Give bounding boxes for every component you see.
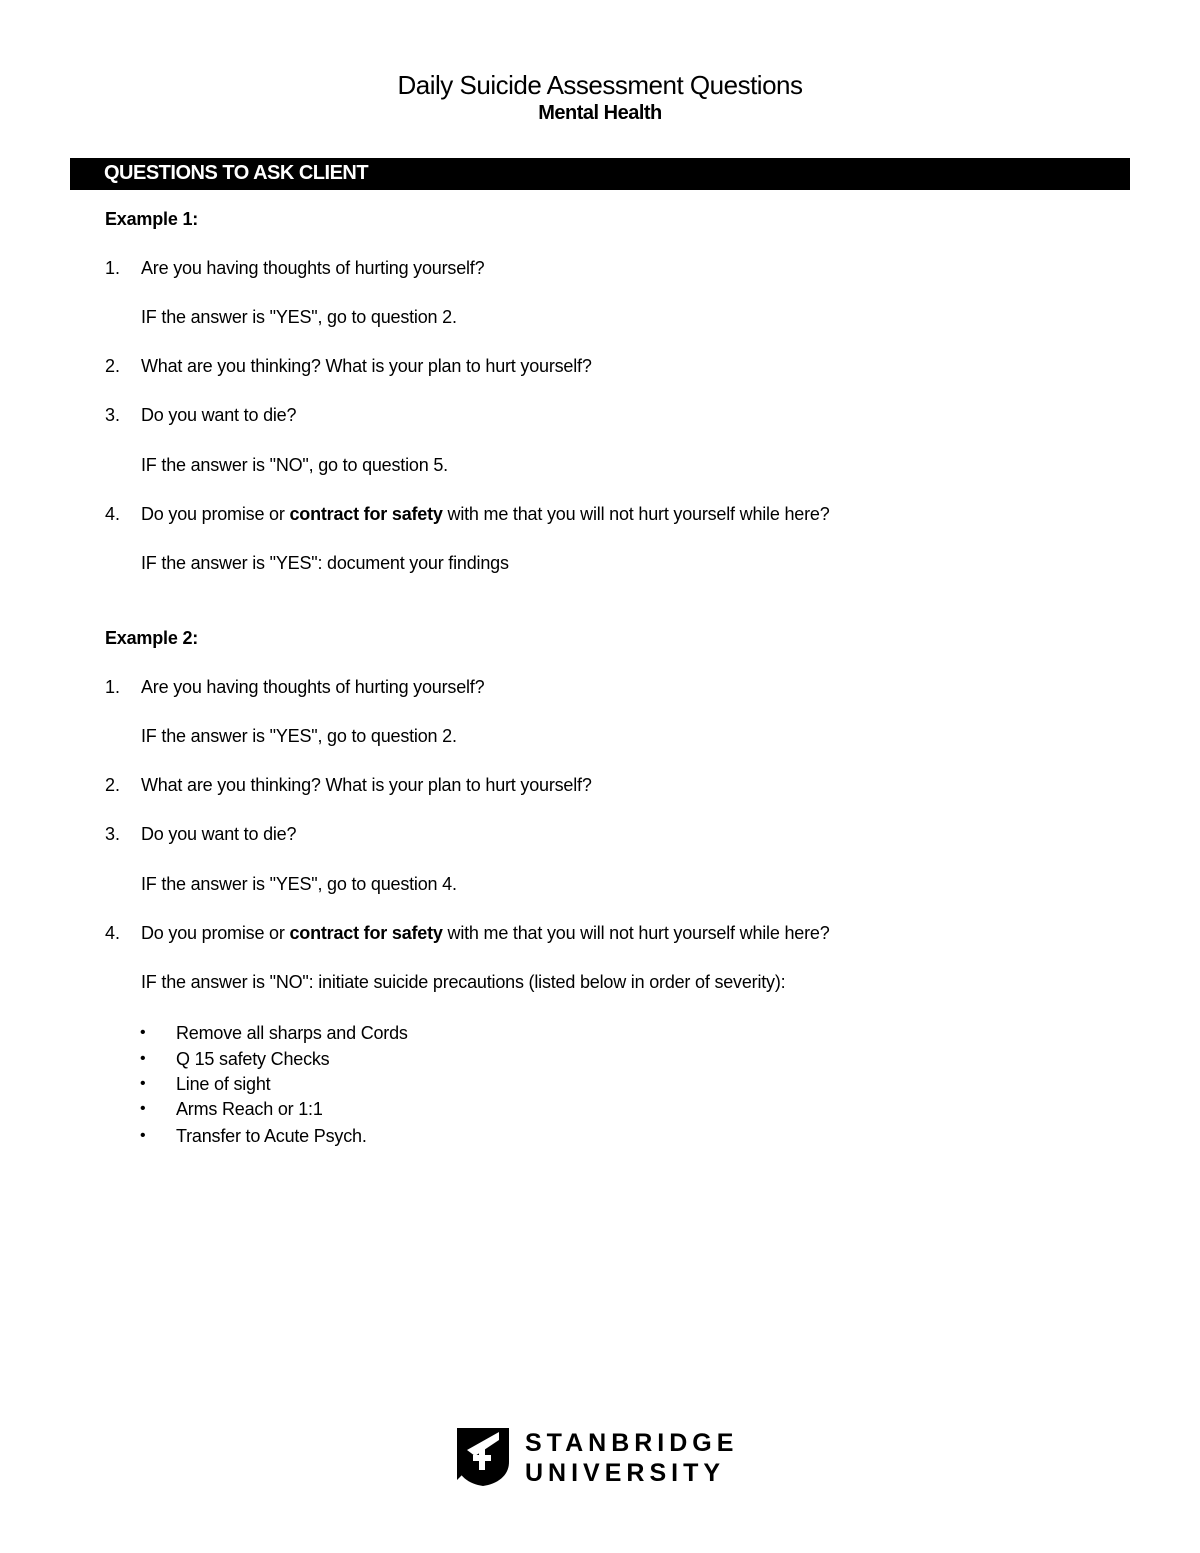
question-text (141, 923, 830, 944)
question-number: 3. (105, 405, 121, 425)
instruction-note: IF the answer is "YES": document your findings (141, 553, 509, 573)
bullet-icon: • (140, 1127, 146, 1144)
precaution-item: Line of sight (176, 1074, 271, 1094)
logo-line-2: UNIVERSITY (525, 1459, 726, 1487)
precaution-item: Transfer to Acute Psych. (176, 1126, 367, 1146)
question-number: 2. (105, 775, 121, 795)
question-number: 4. (105, 504, 121, 524)
instruction-note: IF the answer is "YES", go to question 2. (141, 726, 457, 746)
question-number: 1. (105, 677, 121, 697)
bullet-icon: • (140, 1100, 146, 1117)
bullet-icon: • (140, 1050, 146, 1067)
contract-for-safety-emphasis: contract for safety (289, 504, 443, 524)
question-text-post: with me that you will not hurt yourself while here? (442, 504, 830, 524)
instruction-note: IF the answer is "YES", go to question 4. (141, 874, 457, 894)
question-number: 2. (105, 356, 121, 376)
question-text (141, 504, 830, 525)
stanbridge-logo (455, 1426, 755, 1490)
question-text: Are you having thoughts of hurting yourself? (141, 677, 485, 697)
contract-for-safety-emphasis: contract for safety (289, 923, 443, 943)
precaution-item: Remove all sharps and Cords (176, 1023, 408, 1043)
example-1-heading: Example 1: (105, 209, 199, 229)
page-title: Daily Suicide Assessment Questions (397, 70, 803, 100)
question-text: Do you want to die? (141, 405, 297, 425)
instruction-note: IF the answer is "NO", go to question 5. (141, 455, 448, 475)
question-text-post: with me that you will not hurt yourself while here? (442, 923, 830, 943)
question-text: Do you want to die? (141, 824, 297, 844)
precaution-item: Q 15 safety Checks (176, 1049, 330, 1069)
logo-line-1: STANBRIDGE (525, 1429, 739, 1457)
section-header-bar (70, 158, 1130, 190)
question-text: What are you thinking? What is your plan to hurt yourself? (141, 775, 592, 795)
question-text-pre: Do you promise or (141, 923, 290, 943)
instruction-note: IF the answer is "NO": initiate suicide precautions (listed below in order of severity): (141, 972, 786, 992)
example-2-heading: Example 2: (105, 628, 199, 648)
bullet-icon: • (140, 1075, 146, 1092)
instruction-note: IF the answer is "YES", go to question 2. (141, 307, 457, 327)
question-number: 1. (105, 258, 121, 278)
question-text: Are you having thoughts of hurting yourself? (141, 258, 485, 278)
question-text-pre: Do you promise or (141, 504, 290, 524)
question-text: What are you thinking? What is your plan to hurt yourself? (141, 356, 592, 376)
shield-icon (455, 1426, 511, 1488)
question-number: 4. (105, 923, 121, 943)
section-header-label: QUESTIONS TO ASK CLIENT (104, 162, 369, 184)
precaution-item: Arms Reach or 1:1 (176, 1099, 323, 1119)
bullet-icon: • (140, 1024, 146, 1041)
question-number: 3. (105, 824, 121, 844)
page-subtitle: Mental Health (538, 102, 662, 124)
